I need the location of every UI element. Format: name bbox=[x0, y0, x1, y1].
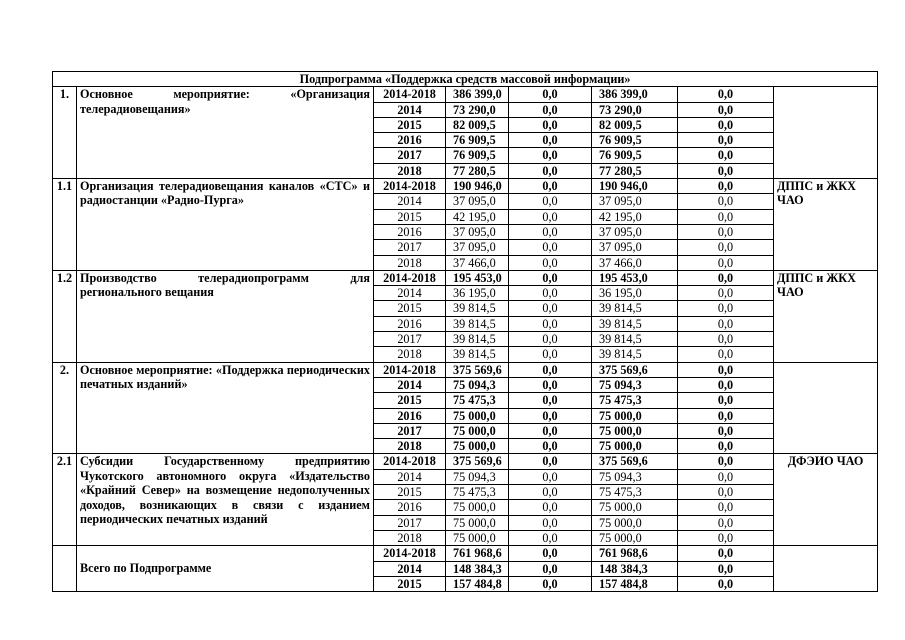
other-cell: 0,0 bbox=[678, 561, 774, 576]
total-cell: 195 453,0 bbox=[446, 270, 509, 285]
year-cell: 2014 bbox=[374, 286, 446, 301]
okrug-cell: 37 466,0 bbox=[592, 255, 678, 270]
item-number: 1. bbox=[53, 87, 77, 179]
federal-cell: 0,0 bbox=[509, 255, 592, 270]
okrug-cell: 75 000,0 bbox=[592, 500, 678, 515]
okrug-cell: 42 195,0 bbox=[592, 209, 678, 224]
total-executor bbox=[774, 546, 878, 592]
other-cell: 0,0 bbox=[678, 362, 774, 377]
item-description: Организация телерадиовещания каналов «СТС» и радиостанции «Радио-Пурга» bbox=[77, 179, 374, 271]
federal-cell: 0,0 bbox=[509, 148, 592, 163]
total-cell: 75 000,0 bbox=[446, 530, 509, 545]
year-cell: 2018 bbox=[374, 439, 446, 454]
federal-cell: 0,0 bbox=[509, 515, 592, 530]
item-description: Основное мероприятие: «Поддержка периодических печатных изданий» bbox=[77, 362, 374, 454]
table-row bbox=[53, 362, 878, 377]
federal-cell: 0,0 bbox=[509, 301, 592, 316]
okrug-cell: 76 909,5 bbox=[592, 148, 678, 163]
year-cell: 2018 bbox=[374, 255, 446, 270]
other-cell: 0,0 bbox=[678, 408, 774, 423]
year-cell: 2016 bbox=[374, 316, 446, 331]
total-cell: 148 384,3 bbox=[446, 561, 509, 576]
other-cell: 0,0 bbox=[678, 530, 774, 545]
year-cell: 2016 bbox=[374, 500, 446, 515]
total-cell: 75 475,3 bbox=[446, 393, 509, 408]
other-cell: 0,0 bbox=[678, 240, 774, 255]
total-cell: 190 946,0 bbox=[446, 179, 509, 194]
total-cell: 75 094,3 bbox=[446, 469, 509, 484]
executor-cell bbox=[774, 87, 878, 179]
year-cell: 2014 bbox=[374, 561, 446, 576]
item-number: 2. bbox=[53, 362, 77, 454]
table-row bbox=[53, 270, 878, 285]
other-cell: 0,0 bbox=[678, 377, 774, 392]
other-cell: 0,0 bbox=[678, 286, 774, 301]
total-cell: 375 569,6 bbox=[446, 454, 509, 469]
okrug-cell: 73 290,0 bbox=[592, 102, 678, 117]
other-cell: 0,0 bbox=[678, 469, 774, 484]
total-cell: 386 399,0 bbox=[446, 87, 509, 102]
other-cell: 0,0 bbox=[678, 163, 774, 178]
total-cell: 37 095,0 bbox=[446, 194, 509, 209]
other-cell: 0,0 bbox=[678, 148, 774, 163]
year-cell: 2017 bbox=[374, 148, 446, 163]
year-cell: 2016 bbox=[374, 133, 446, 148]
year-cell: 2014-2018 bbox=[374, 546, 446, 561]
total-cell: 77 280,5 bbox=[446, 163, 509, 178]
okrug-cell: 39 814,5 bbox=[592, 332, 678, 347]
year-cell: 2014-2018 bbox=[374, 87, 446, 102]
other-cell: 0,0 bbox=[678, 270, 774, 285]
okrug-cell: 195 453,0 bbox=[592, 270, 678, 285]
item-description: Основное мероприятие: «Организация телерадиовещания» bbox=[77, 87, 374, 179]
federal-cell: 0,0 bbox=[509, 454, 592, 469]
item-description: Производство телерадиопрограмм для регионального вещания bbox=[77, 270, 374, 362]
federal-cell: 0,0 bbox=[509, 286, 592, 301]
year-cell: 2014-2018 bbox=[374, 362, 446, 377]
okrug-cell: 39 814,5 bbox=[592, 301, 678, 316]
total-cell: 75 000,0 bbox=[446, 439, 509, 454]
okrug-cell: 148 384,3 bbox=[592, 561, 678, 576]
federal-cell: 0,0 bbox=[509, 561, 592, 576]
federal-cell: 0,0 bbox=[509, 194, 592, 209]
other-cell: 0,0 bbox=[678, 316, 774, 331]
okrug-cell: 157 484,8 bbox=[592, 576, 678, 591]
table-body bbox=[53, 72, 878, 592]
okrug-cell: 77 280,5 bbox=[592, 163, 678, 178]
year-cell: 2017 bbox=[374, 240, 446, 255]
total-cell: 36 195,0 bbox=[446, 286, 509, 301]
federal-cell: 0,0 bbox=[509, 408, 592, 423]
okrug-cell: 37 095,0 bbox=[592, 194, 678, 209]
other-cell: 0,0 bbox=[678, 255, 774, 270]
okrug-cell: 75 475,3 bbox=[592, 485, 678, 500]
other-cell: 0,0 bbox=[678, 102, 774, 117]
federal-cell: 0,0 bbox=[509, 530, 592, 545]
total-cell: 39 814,5 bbox=[446, 347, 509, 362]
total-cell: 75 000,0 bbox=[446, 515, 509, 530]
total-cell: 761 968,6 bbox=[446, 546, 509, 561]
federal-cell: 0,0 bbox=[509, 332, 592, 347]
subprogram-table bbox=[52, 71, 878, 592]
total-row bbox=[53, 546, 878, 561]
other-cell: 0,0 bbox=[678, 224, 774, 239]
item-number: 1.2 bbox=[53, 270, 77, 362]
year-cell: 2014-2018 bbox=[374, 179, 446, 194]
total-cell: 75 000,0 bbox=[446, 408, 509, 423]
other-cell: 0,0 bbox=[678, 576, 774, 591]
federal-cell: 0,0 bbox=[509, 439, 592, 454]
year-cell: 2015 bbox=[374, 485, 446, 500]
federal-cell: 0,0 bbox=[509, 179, 592, 194]
federal-cell: 0,0 bbox=[509, 576, 592, 591]
other-cell: 0,0 bbox=[678, 87, 774, 102]
federal-cell: 0,0 bbox=[509, 209, 592, 224]
year-cell: 2016 bbox=[374, 408, 446, 423]
item-description: Субсидии Государственному предприятию Чукотского автономного округа «Издательство «Крайний Север» на возмещение недополученных доходов, возникающих в связи с изданием периодических печатных изданий bbox=[77, 454, 374, 546]
federal-cell: 0,0 bbox=[509, 347, 592, 362]
total-cell: 37 095,0 bbox=[446, 224, 509, 239]
executor-cell bbox=[774, 362, 878, 454]
total-label: Всего по Подпрограмме bbox=[77, 546, 374, 592]
total-cell: 39 814,5 bbox=[446, 301, 509, 316]
federal-cell: 0,0 bbox=[509, 163, 592, 178]
other-cell: 0,0 bbox=[678, 117, 774, 132]
okrug-cell: 761 968,6 bbox=[592, 546, 678, 561]
federal-cell: 0,0 bbox=[509, 423, 592, 438]
federal-cell: 0,0 bbox=[509, 102, 592, 117]
executor-cell: ДФЭИО ЧАО bbox=[774, 454, 878, 546]
total-cell: 75 094,3 bbox=[446, 377, 509, 392]
other-cell: 0,0 bbox=[678, 209, 774, 224]
other-cell: 0,0 bbox=[678, 133, 774, 148]
year-cell: 2014 bbox=[374, 377, 446, 392]
year-cell: 2016 bbox=[374, 224, 446, 239]
federal-cell: 0,0 bbox=[509, 270, 592, 285]
federal-cell: 0,0 bbox=[509, 117, 592, 132]
total-cell: 39 814,5 bbox=[446, 332, 509, 347]
okrug-cell: 75 000,0 bbox=[592, 408, 678, 423]
other-cell: 0,0 bbox=[678, 179, 774, 194]
item-number: 1.1 bbox=[53, 179, 77, 271]
year-cell: 2014-2018 bbox=[374, 270, 446, 285]
federal-cell: 0,0 bbox=[509, 87, 592, 102]
federal-cell: 0,0 bbox=[509, 500, 592, 515]
total-cell: 42 195,0 bbox=[446, 209, 509, 224]
okrug-cell: 190 946,0 bbox=[592, 179, 678, 194]
other-cell: 0,0 bbox=[678, 515, 774, 530]
year-cell: 2015 bbox=[374, 301, 446, 316]
total-cell: 75 000,0 bbox=[446, 423, 509, 438]
federal-cell: 0,0 bbox=[509, 469, 592, 484]
okrug-cell: 39 814,5 bbox=[592, 316, 678, 331]
okrug-cell: 375 569,6 bbox=[592, 362, 678, 377]
federal-cell: 0,0 bbox=[509, 485, 592, 500]
okrug-cell: 75 475,3 bbox=[592, 393, 678, 408]
table-row bbox=[53, 454, 878, 469]
total-cell: 37 095,0 bbox=[446, 240, 509, 255]
okrug-cell: 75 000,0 bbox=[592, 423, 678, 438]
total-cell: 39 814,5 bbox=[446, 316, 509, 331]
okrug-cell: 75 000,0 bbox=[592, 439, 678, 454]
okrug-cell: 39 814,5 bbox=[592, 347, 678, 362]
total-cell: 75 000,0 bbox=[446, 500, 509, 515]
okrug-cell: 375 569,6 bbox=[592, 454, 678, 469]
federal-cell: 0,0 bbox=[509, 546, 592, 561]
item-number: 2.1 bbox=[53, 454, 77, 546]
okrug-cell: 75 094,3 bbox=[592, 377, 678, 392]
okrug-cell: 36 195,0 bbox=[592, 286, 678, 301]
okrug-cell: 82 009,5 bbox=[592, 117, 678, 132]
year-cell: 2014 bbox=[374, 469, 446, 484]
total-cell: 82 009,5 bbox=[446, 117, 509, 132]
okrug-cell: 75 000,0 bbox=[592, 515, 678, 530]
year-cell: 2017 bbox=[374, 515, 446, 530]
other-cell: 0,0 bbox=[678, 454, 774, 469]
okrug-cell: 37 095,0 bbox=[592, 240, 678, 255]
other-cell: 0,0 bbox=[678, 393, 774, 408]
other-cell: 0,0 bbox=[678, 194, 774, 209]
other-cell: 0,0 bbox=[678, 301, 774, 316]
other-cell: 0,0 bbox=[678, 332, 774, 347]
total-cell: 76 909,5 bbox=[446, 148, 509, 163]
year-cell: 2014-2018 bbox=[374, 454, 446, 469]
okrug-cell: 75 094,3 bbox=[592, 469, 678, 484]
year-cell: 2017 bbox=[374, 332, 446, 347]
year-cell: 2018 bbox=[374, 347, 446, 362]
okrug-cell: 76 909,5 bbox=[592, 133, 678, 148]
year-cell: 2015 bbox=[374, 393, 446, 408]
title-row bbox=[53, 72, 878, 87]
total-cell: 76 909,5 bbox=[446, 133, 509, 148]
table-title: Подпрограмма «Поддержка средств массовой информации» bbox=[53, 72, 878, 87]
other-cell: 0,0 bbox=[678, 485, 774, 500]
total-cell: 75 475,3 bbox=[446, 485, 509, 500]
other-cell: 0,0 bbox=[678, 439, 774, 454]
federal-cell: 0,0 bbox=[509, 224, 592, 239]
other-cell: 0,0 bbox=[678, 347, 774, 362]
federal-cell: 0,0 bbox=[509, 393, 592, 408]
other-cell: 0,0 bbox=[678, 500, 774, 515]
total-cell: 37 466,0 bbox=[446, 255, 509, 270]
year-cell: 2018 bbox=[374, 163, 446, 178]
federal-cell: 0,0 bbox=[509, 240, 592, 255]
federal-cell: 0,0 bbox=[509, 316, 592, 331]
other-cell: 0,0 bbox=[678, 423, 774, 438]
okrug-cell: 386 399,0 bbox=[592, 87, 678, 102]
year-cell: 2014 bbox=[374, 102, 446, 117]
total-cell: 375 569,6 bbox=[446, 362, 509, 377]
table-row bbox=[53, 179, 878, 194]
okrug-cell: 37 095,0 bbox=[592, 224, 678, 239]
other-cell: 0,0 bbox=[678, 546, 774, 561]
table-row bbox=[53, 87, 878, 102]
federal-cell: 0,0 bbox=[509, 133, 592, 148]
year-cell: 2015 bbox=[374, 117, 446, 132]
year-cell: 2018 bbox=[374, 530, 446, 545]
federal-cell: 0,0 bbox=[509, 377, 592, 392]
total-cell: 157 484,8 bbox=[446, 576, 509, 591]
year-cell: 2014 bbox=[374, 194, 446, 209]
federal-cell: 0,0 bbox=[509, 362, 592, 377]
total-number bbox=[53, 546, 77, 592]
year-cell: 2015 bbox=[374, 576, 446, 591]
executor-cell: ДППС и ЖКХ ЧАО bbox=[774, 270, 878, 362]
year-cell: 2017 bbox=[374, 423, 446, 438]
total-cell: 73 290,0 bbox=[446, 102, 509, 117]
executor-cell: ДППС и ЖКХ ЧАО bbox=[774, 179, 878, 271]
year-cell: 2015 bbox=[374, 209, 446, 224]
okrug-cell: 75 000,0 bbox=[592, 530, 678, 545]
